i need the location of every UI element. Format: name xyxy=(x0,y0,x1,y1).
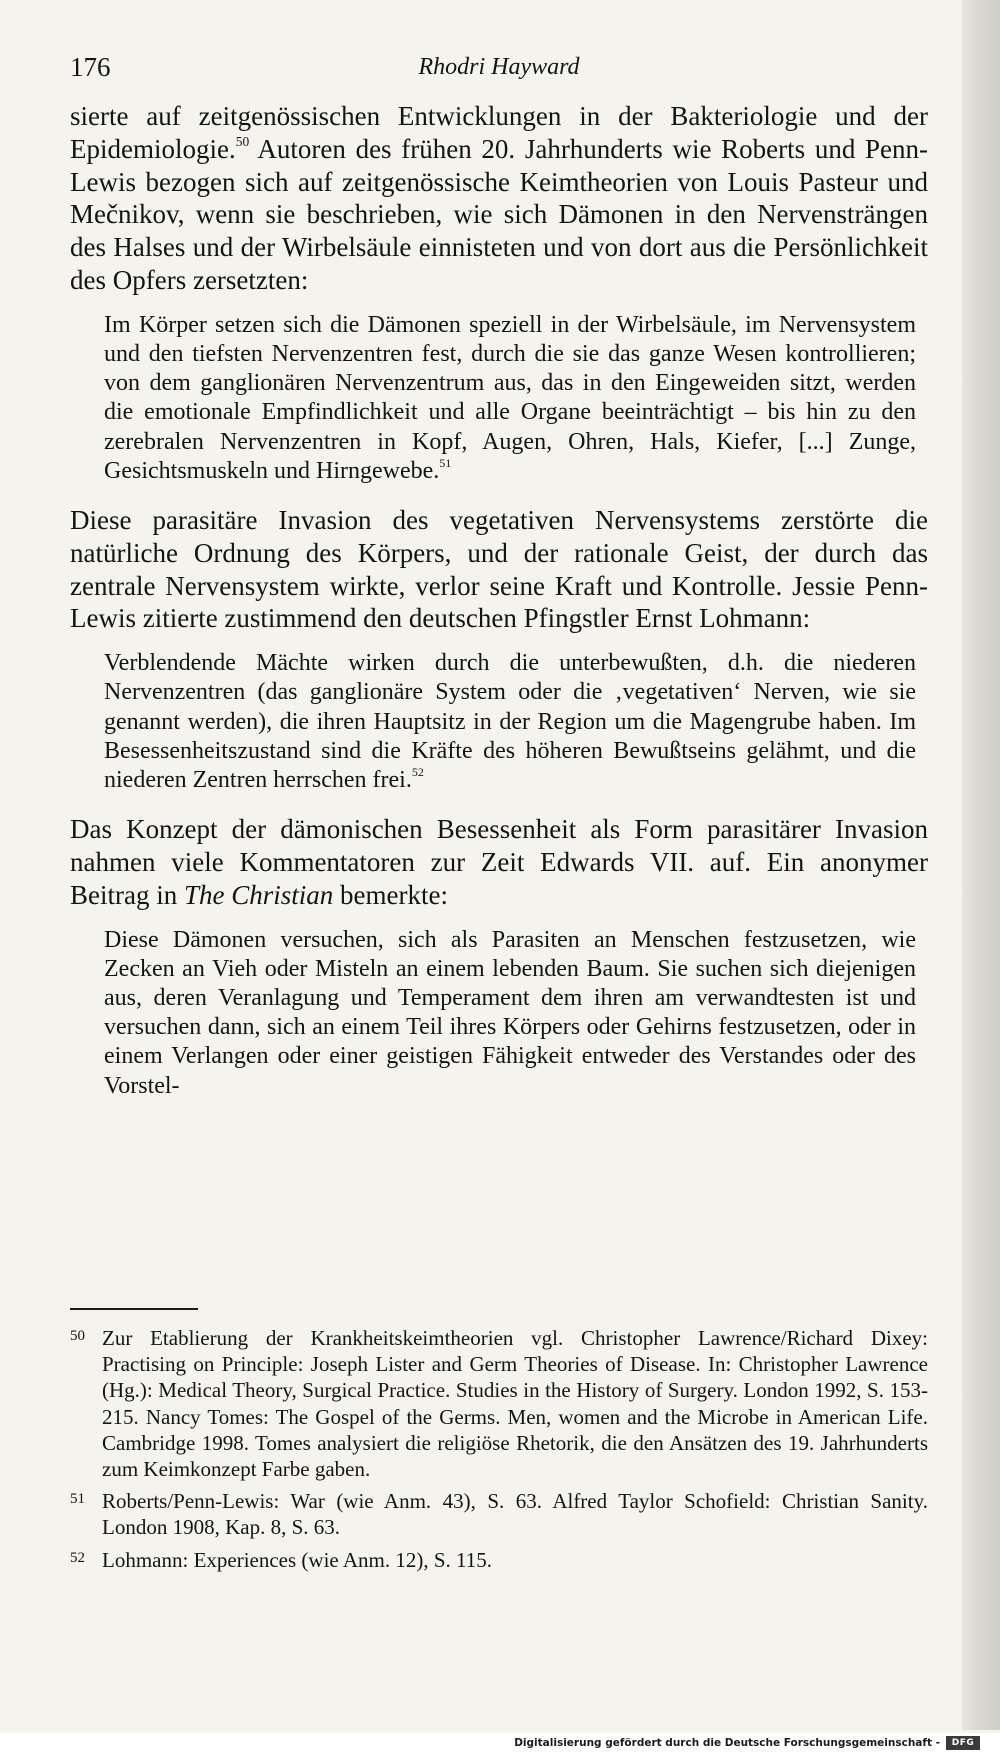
paragraph-text: Autoren des frühen 20. Jahrhunderts wie Roberts und Penn-Lewis bezogen sich auf zeitgenössische Keimtheorien von Louis Pasteur und Mečnikov, wenn sie beschrieben, wie sich Dämonen in den Nervensträngen des Halses und der Wirbelsäule einnisteten und von dort aus die Persönlichkeit des Opfers zersetzten: xyxy=(70,133,928,295)
block-quote-2 xyxy=(104,649,916,795)
footnote-number: 50 xyxy=(70,1328,85,1344)
footnote-51 xyxy=(70,1488,928,1540)
footnote-ref-51[interactable]: 51 xyxy=(439,456,452,470)
footnote-number: 52 xyxy=(70,1549,85,1566)
paragraph-1 xyxy=(70,100,928,297)
footnote-ref-52[interactable]: 52 xyxy=(411,765,424,780)
paragraph-text: bemerkte: xyxy=(333,879,448,910)
block-quote-3: Diese Dämonen versuchen, sich als Parasiten an Menschen festzusetzen, wie Zecken an Vieh oder Misteln an einem lebenden Baum. Sie suchen sich diejenigen aus, deren Veranlagung und Temperament dem ihren am verwandtesten ist und versuchen dann, sich an einem Teil ihres Körpers oder Gehirns festzusetzen, oder in einem Verlangen oder einer geistigen Fähigkeit entweder des Verstandes oder des Vorstel- xyxy=(104,926,916,1099)
footnotes xyxy=(70,1325,928,1579)
footnote-text: Lohmann: Experiences (wie Anm. 12), S. 115. xyxy=(102,1547,492,1572)
footnote-number: 51 xyxy=(70,1491,85,1508)
dfg-logo-icon: DFG xyxy=(946,1736,980,1750)
page-header xyxy=(70,52,928,92)
journal-title: The Christian xyxy=(183,879,334,910)
paragraph-3 xyxy=(70,813,928,911)
block-quote-1 xyxy=(104,311,916,486)
footnote-50 xyxy=(70,1325,928,1482)
digitization-credit: Digitalisierung gefördert durch die Deutsche Forschungsgemeinschaft - xyxy=(514,1737,940,1749)
page-edge xyxy=(962,0,1000,1730)
page-number: 176 xyxy=(70,52,111,82)
footnote-rule xyxy=(70,1308,198,1310)
paragraph-text: Das Konzept der dämonischen Besessenheit als Form parasitärer Invasion nahmen viele Kommentatoren zur Zeit Edwards VII. auf. Ein anonymer Beitrag in xyxy=(70,814,928,910)
quote-text: Verblendende Mächte wirken durch die unterbewußten, d.h. die niederen Nervenzentren (das ganglionäre System oder die ‚vegetativen‘ Nerven, wie sie genannt werden), die ihren Hauptsitz in der Region um die Magengrube haben. Im Besessenheitszustand sind die Kräfte des höheren Bewußtseins gelähmt, und die niederen Zentren herrschen frei. xyxy=(104,650,916,793)
footnote-52 xyxy=(70,1547,928,1573)
footnote-text: Roberts/Penn-Lewis: War (wie Anm. 43), S. 63. Alfred Taylor Schofield: Christian Sanity. London 1908, Kap. 8, S. 63. xyxy=(102,1489,928,1540)
paragraph-2: Diese parasitäre Invasion des vegetativen Nervensystems zerstörte die natürliche Ordnung des Körpers, und der rationale Geist, der durch das zentrale Nervensystem wirkte, verlor seine Kraft und Kontrolle. Jessie Penn-Lewis zitierte zustimmend den deutschen Pfingstler Ernst Lohmann: xyxy=(70,505,928,634)
footnote-ref-50[interactable]: 50 xyxy=(235,133,250,149)
running-head: Rhodri Hayward xyxy=(418,54,580,80)
paragraph-text: sierte auf zeitgenössischen Entwicklungen in der Bakteriologie und der Epidemiologie. xyxy=(70,101,928,164)
quote-text: Im Körper setzen sich die Dämonen speziell in der Wirbelsäule, im Nervensystem und den tiefsten Nervenzentren fest, durch die sie das ganze Wesen kontrollieren; von dem ganglionären Nervenzentrum aus, das in den Eingeweiden sitzt, werden die emotionale Empfindlichkeit und alle Organe beeinträchtigt – bis hin zu den zerebralen Nervenzentren in Kopf, Augen, Ohren, Hals, Kiefer, [...] Zunge, Gesichtsmuskeln und Hirngewebe. xyxy=(104,311,916,484)
body-text xyxy=(70,100,928,1101)
footnote-text: Zur Etablierung der Krankheitskeimtheorien vgl. Christopher Lawrence/Richard Dixey: Practising on Principle: Joseph Lister and Germ Theories of Disease. In: Christopher Lawrence (Hg.): Medical Theory, Surgical Practice. Studies in the History of Surgery. London 1992, S. 153-215. Nancy Tomes: The Gospel of the Germs. Men, women and the Microbe in American Life. Cambridge 1998. Tomes analysiert die religiöse Rhetorik, die den Ansätzen des 19. Jahrhunderts zum Keimkonzept Farbe gaben. xyxy=(102,1326,928,1482)
